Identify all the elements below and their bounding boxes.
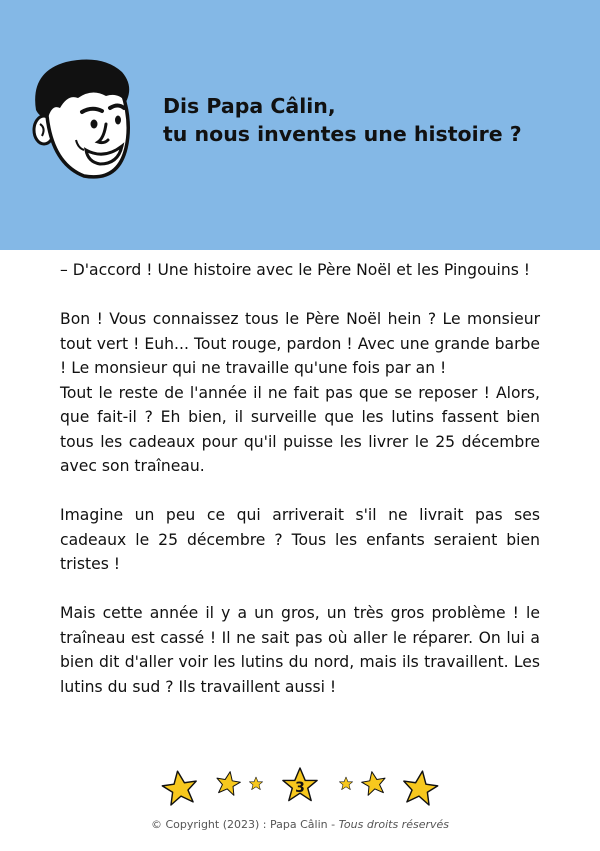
title-line-2: tu nous inventes une histoire ? — [163, 122, 522, 146]
star-icon — [339, 777, 352, 790]
star-icon — [401, 769, 439, 806]
story-text — [60, 258, 540, 724]
page-number-stars — [150, 764, 450, 814]
story-paragraph: – D'accord ! Une histoire avec le Père Noël et les Pingouins ! — [60, 261, 531, 279]
star-icon — [249, 777, 262, 790]
page-number: 3 — [295, 780, 305, 796]
papa-calin-face-icon — [22, 52, 152, 182]
star-icon — [360, 770, 387, 796]
story-paragraph: Tout le reste de l'année il ne fait pas que se reposer ! Alors, que fait-il ? Eh bien, il surveille que les lutins fassent bien tous les cadeaux pour qu'il puisse les livrer le 25 décembre avec son traîneau. — [60, 383, 540, 475]
header-banner — [0, 0, 600, 250]
title-line-1: Dis Papa Câlin, — [163, 94, 336, 118]
copyright-rights: Tous droits réservés — [338, 818, 450, 831]
star-icon — [215, 770, 242, 796]
copyright-prefix: © Copyright (2023) : Papa Câlin - — [150, 818, 339, 831]
page-title — [163, 92, 522, 148]
story-paragraph: Mais cette année il y a un gros, un très gros problème ! le traîneau est cassé ! Il ne sait pas où aller le réparer. On lui a bien dit d'aller voir les lutins du nord, mais ils travaillent. Les lutins du sud ? Ils travaillent aussi ! — [60, 604, 540, 696]
story-paragraph: Bon ! Vous connaissez tous le Père Noël hein ? Le monsieur tout vert ! Euh... Tout rouge, pardon ! Avec une grande barbe ! Le monsieur qui ne travaille qu'une fois par an ! — [60, 310, 540, 377]
story-paragraph: Imagine un peu ce qui arriverait s'il ne livrait pas ses cadeaux le 25 décembre ? Tous les enfants seraient bien tristes ! — [60, 506, 540, 573]
copyright-notice — [0, 818, 600, 831]
star-icon — [161, 769, 199, 806]
